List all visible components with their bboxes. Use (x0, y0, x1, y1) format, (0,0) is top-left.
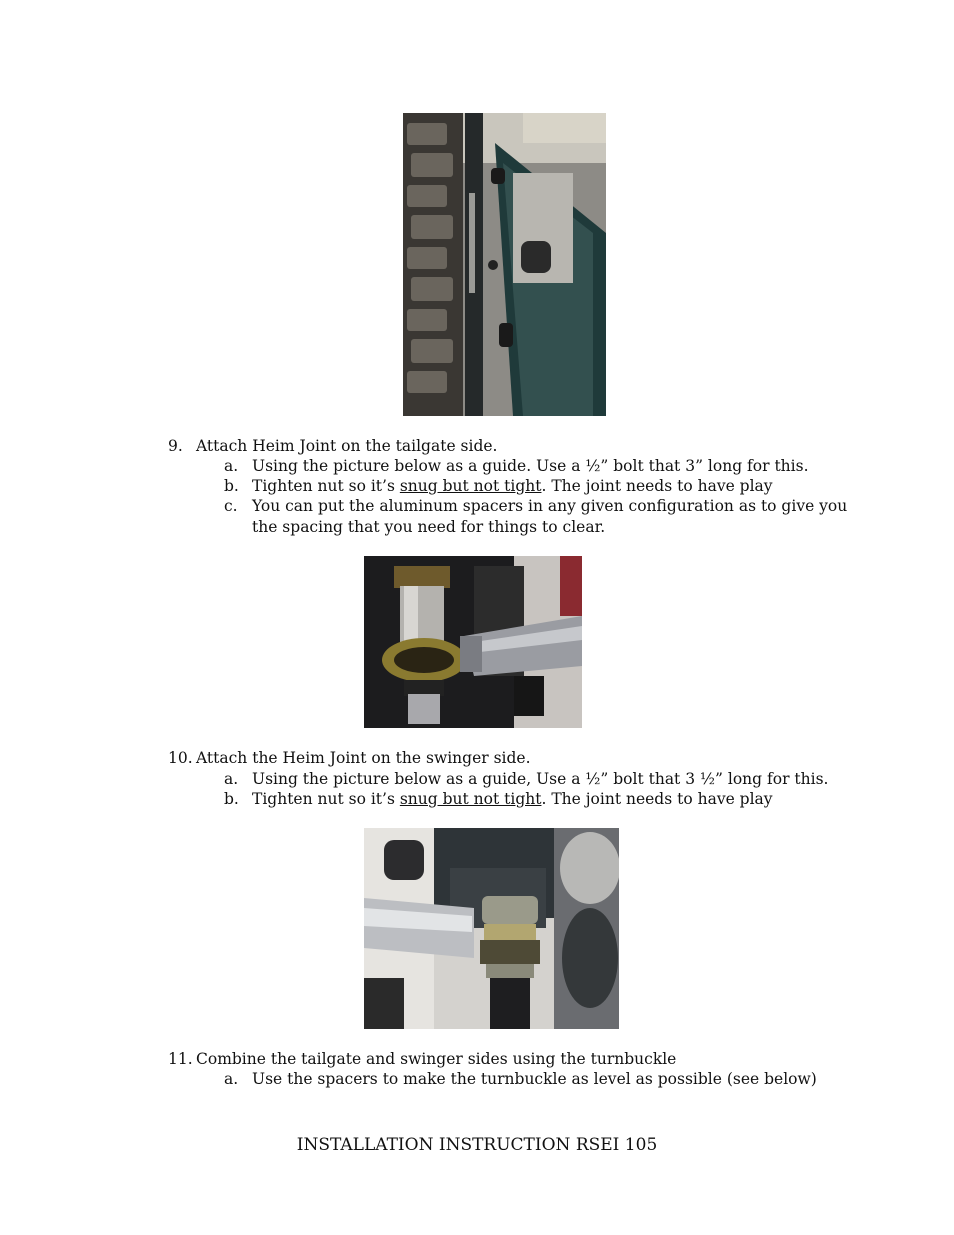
photo-heim-joint-swinger (364, 828, 619, 1029)
item-text: Use the spacers to make the turnbuckle as level as possible (see below) (252, 1070, 817, 1088)
underlined-emphasis: snug but not tight (399, 790, 542, 808)
item-text-continued: the spacing that you need for things to clear. (252, 518, 606, 536)
page-footer: INSTALLATION INSTRUCTION RSEI 105 (296, 1135, 658, 1155)
item-text: Using the picture below as a guide, Use a ½” bolt that 3 ½” long for this. (252, 770, 829, 788)
item-letter: b. (224, 790, 239, 808)
item-letter: a. (224, 457, 239, 475)
step-title: Combine the tailgate and swinger sides using the turnbuckle (196, 1050, 677, 1068)
photo-heim-joint-tailgate (364, 556, 582, 728)
step-number: 10. (168, 749, 193, 767)
step-title: Attach Heim Joint on the tailgate side. (196, 437, 498, 455)
item-letter: a. (224, 1070, 239, 1088)
step-title: Attach the Heim Joint on the swinger side. (196, 749, 531, 767)
item-text: Tighten nut so it’s snug but not tight. The joint needs to have play (252, 477, 773, 495)
photo-tailgate-tire (403, 113, 606, 416)
item-letter: c. (224, 497, 238, 515)
item-text: You can put the aluminum spacers in any given configuration as to give you (252, 497, 848, 515)
underlined-emphasis: snug but not tight (399, 477, 542, 495)
item-text: Tighten nut so it’s snug but not tight. The joint needs to have play (252, 790, 773, 808)
step-number: 11. (168, 1050, 193, 1068)
item-letter: b. (224, 477, 239, 495)
item-text: Using the picture below as a guide. Use a ½” bolt that 3” long for this. (252, 457, 809, 475)
item-letter: a. (224, 770, 239, 788)
step-number: 9. (168, 437, 183, 455)
